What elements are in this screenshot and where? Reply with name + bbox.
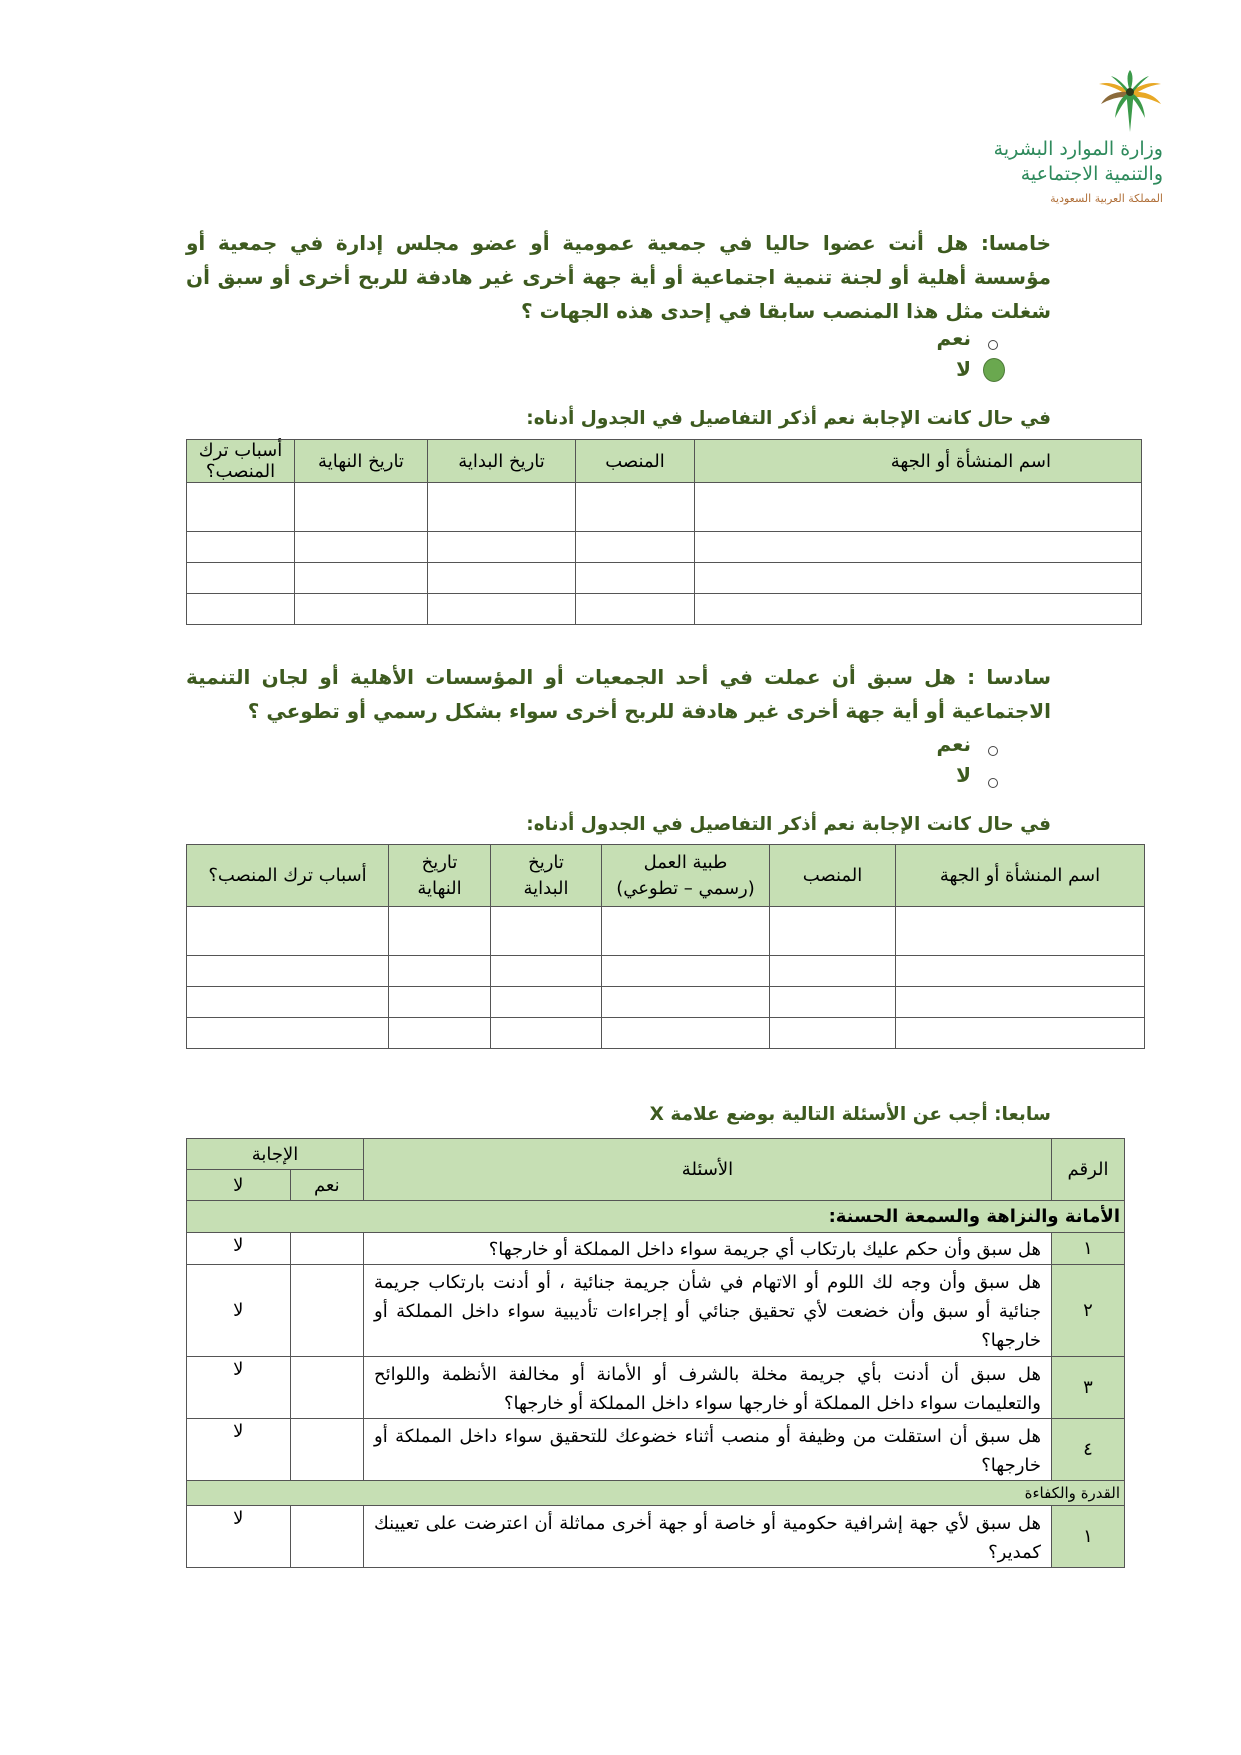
col-header-position: المنصب (770, 845, 896, 907)
question-number: ٣ (1052, 1357, 1125, 1419)
palm-emblem-icon (1095, 70, 1165, 135)
table-row (187, 987, 1145, 1018)
section5-details-prompt: في حال كانت الإجابة نعم أذكر التفاصيل في الجدول أدناه: (526, 408, 1051, 429)
col-header-answer: الإجابة (187, 1139, 364, 1170)
table-cell[interactable] (770, 956, 896, 987)
table-cell[interactable] (295, 563, 428, 594)
question-text: هل سبق وأن حكم عليك بارتكاب أي جريمة سواء داخل المملكة أو خارجها؟ (364, 1233, 1052, 1265)
table-cell[interactable] (576, 563, 695, 594)
col-header-leave-reason: أسباب ترك المنصب؟ (187, 440, 295, 483)
table-cell[interactable] (187, 532, 295, 563)
table-cell[interactable] (770, 987, 896, 1018)
table-cell[interactable] (491, 907, 602, 956)
table-row (187, 907, 1145, 956)
section5-option-no-label: لا (956, 357, 971, 381)
table-cell[interactable] (187, 987, 389, 1018)
table-cell[interactable] (428, 532, 576, 563)
table-row (187, 1265, 1125, 1357)
table-row (187, 594, 1142, 625)
section5-question: خامسا: هل أنت عضوا حاليا في جمعية عمومية أو عضو مجلس إدارة في جمعية أو مؤسسة أهلية أو لجنة تنمية اجتماعية أو أية جهة أخرى غير هادفة للربح أخرى أو سبق أن شغلت مثل هذا المنصب سابقا في إحدى هذه الجهات ؟ (186, 231, 1051, 323)
answer-yes-cell[interactable] (290, 1419, 363, 1481)
section6-radio-yes[interactable] (988, 746, 998, 756)
question-number: ٤ (1052, 1419, 1125, 1481)
table-cell[interactable] (428, 563, 576, 594)
table-cell[interactable] (295, 594, 428, 625)
table-cell[interactable] (695, 483, 1142, 532)
table-cell[interactable] (295, 483, 428, 532)
section7-questions-table (186, 1138, 1125, 1568)
table-row (187, 1018, 1145, 1049)
answer-yes-cell[interactable] (290, 1233, 363, 1265)
answer-no-cell[interactable]: لا (187, 1506, 291, 1568)
table-cell[interactable] (389, 956, 491, 987)
section6-details-table (186, 844, 1145, 1049)
table-cell[interactable] (187, 563, 295, 594)
col-header-start-date-line2: البداية (523, 877, 569, 899)
answer-yes-cell[interactable] (290, 1265, 363, 1357)
answer-yes-cell[interactable] (290, 1506, 363, 1568)
section-group-row (187, 1201, 1125, 1233)
question-text: هل سبق أن أدنت بأي جريمة مخلة بالشرف أو الأمانة أو مخالفة الأنظمة واللوائح والتعليمات سواء داخل المملكة أو خارجها سواء داخل المملكة أو خارجها؟ (364, 1357, 1052, 1419)
col-header-yes: نعم (290, 1170, 363, 1201)
logo-ministry-name-line1: وزارة الموارد البشرية (993, 138, 1163, 160)
table-header-row (187, 845, 1145, 907)
table-cell[interactable] (187, 483, 295, 532)
table-header-row (187, 1139, 1125, 1170)
table-row (187, 532, 1142, 563)
question-number: ١ (1052, 1506, 1125, 1568)
table-cell[interactable] (389, 1018, 491, 1049)
table-cell[interactable] (187, 1018, 389, 1049)
table-cell[interactable] (428, 483, 576, 532)
table-cell[interactable] (896, 1018, 1145, 1049)
table-cell[interactable] (602, 1018, 770, 1049)
table-cell[interactable] (602, 907, 770, 956)
logo-ministry-name-line2: والتنمية الاجتماعية (1020, 163, 1163, 185)
table-cell[interactable] (428, 594, 576, 625)
section5-option-yes-label: نعم (936, 326, 971, 350)
table-cell[interactable] (491, 987, 602, 1018)
answer-no-cell[interactable]: لا (187, 1357, 291, 1419)
col-header-end-date: تاريخ النهاية (295, 440, 428, 483)
table-cell[interactable] (602, 987, 770, 1018)
answer-yes-cell[interactable] (290, 1357, 363, 1419)
answer-no-cell[interactable]: لا (187, 1419, 291, 1481)
col-header-work-nature-line2: (رسمي – تطوعي) (616, 877, 755, 899)
question-text: هل سبق أن استقلت من وظيفة أو منصب أثناء خضوعك للتحقيق سواء داخل المملكة أو خارجها؟ (364, 1419, 1052, 1481)
table-row (187, 1506, 1125, 1568)
table-cell[interactable] (896, 987, 1145, 1018)
col-header-leave-reason: أسباب ترك المنصب؟ (187, 845, 389, 907)
table-row (187, 1357, 1125, 1419)
table-row (187, 1233, 1125, 1265)
col-header-org-name: اسم المنشأة أو الجهة (695, 440, 1142, 483)
group-title-capability: القدرة والكفاءة (187, 1481, 1125, 1506)
col-header-no: لا (187, 1170, 291, 1201)
table-cell[interactable] (770, 1018, 896, 1049)
table-row (187, 956, 1145, 987)
table-row (187, 483, 1142, 532)
section6-question: سادسا : هل سبق أن عملت في أحد الجمعيات أو المؤسسات الأهلية أو لجان التنمية الاجتماعية أو أية جهة أخرى غير هادفة للربح أخرى سواء بشكل رسمي أو تطوعي ؟ (186, 665, 1051, 723)
question-text: هل سبق لأي جهة إشرافية حكومية أو خاصة أو جهة أخرى مماثلة أن اعترضت على تعيينك كمدير؟ (364, 1506, 1052, 1568)
table-cell[interactable] (491, 1018, 602, 1049)
col-header-end-date-line2: النهاية (417, 877, 462, 899)
section6-radio-no[interactable] (988, 778, 998, 788)
col-header-org-name: اسم المنشأة أو الجهة (896, 845, 1145, 907)
table-cell[interactable] (295, 532, 428, 563)
table-row (187, 563, 1142, 594)
table-cell[interactable] (770, 907, 896, 956)
table-cell[interactable] (576, 532, 695, 563)
table-cell[interactable] (695, 563, 1142, 594)
table-cell[interactable] (187, 956, 389, 987)
section6-option-no-label: لا (956, 763, 971, 787)
col-header-questions: الأسئلة (364, 1139, 1052, 1201)
logo-country-name: المملكة العربية السعودية (1050, 192, 1163, 205)
section7-title: سابعا: أجب عن الأسئلة التالية بوضع علامة X (649, 1104, 1051, 1125)
table-cell[interactable] (896, 956, 1145, 987)
table-cell[interactable] (695, 594, 1142, 625)
answer-no-cell[interactable]: لا (187, 1265, 291, 1357)
table-cell[interactable] (576, 594, 695, 625)
section5-details-table (186, 439, 1142, 625)
col-header-end-date-line1: تاريخ (421, 851, 458, 873)
table-row (187, 1419, 1125, 1481)
question-number: ٢ (1052, 1265, 1125, 1357)
col-header-work-nature (602, 845, 770, 907)
table-cell[interactable] (576, 483, 695, 532)
col-header-end-date (389, 845, 491, 907)
col-header-start-date-line1: تاريخ (528, 851, 564, 873)
table-cell[interactable] (389, 987, 491, 1018)
section5-radio-yes[interactable] (988, 340, 998, 350)
col-header-start-date: تاريخ البداية (428, 440, 576, 483)
answer-no-cell[interactable]: لا (187, 1233, 291, 1265)
table-header-row (187, 440, 1142, 483)
question-text: هل سبق وأن وجه لك اللوم أو الاتهام في شأن جريمة جنائية ، أو أدنت بارتكاب جريمة جنائية أو سبق وأن خضعت لأي تحقيق جنائي أو إجراءات تأديبية سواء داخل المملكة أو خارجها؟ (364, 1265, 1052, 1357)
table-cell[interactable] (491, 956, 602, 987)
section-group-row (187, 1481, 1125, 1506)
group-title-integrity: الأمانة والنزاهة والسمعة الحسنة: (187, 1201, 1125, 1233)
col-header-position: المنصب (576, 440, 695, 483)
question-number: ١ (1052, 1233, 1125, 1265)
table-cell[interactable] (389, 907, 491, 956)
section6-option-yes-label: نعم (936, 732, 971, 756)
table-cell[interactable] (896, 907, 1145, 956)
table-cell[interactable] (602, 956, 770, 987)
table-cell[interactable] (695, 532, 1142, 563)
section6-details-prompt: في حال كانت الإجابة نعم أذكر التفاصيل في الجدول أدناه: (526, 814, 1051, 835)
col-header-number: الرقم (1052, 1139, 1125, 1201)
ministry-logo (961, 70, 1181, 210)
col-header-work-nature-line1: طبية العمل (643, 851, 728, 873)
section5-radio-no-selected[interactable] (983, 358, 1005, 382)
col-header-start-date (491, 845, 602, 907)
table-cell[interactable] (187, 907, 389, 956)
table-cell[interactable] (187, 594, 295, 625)
